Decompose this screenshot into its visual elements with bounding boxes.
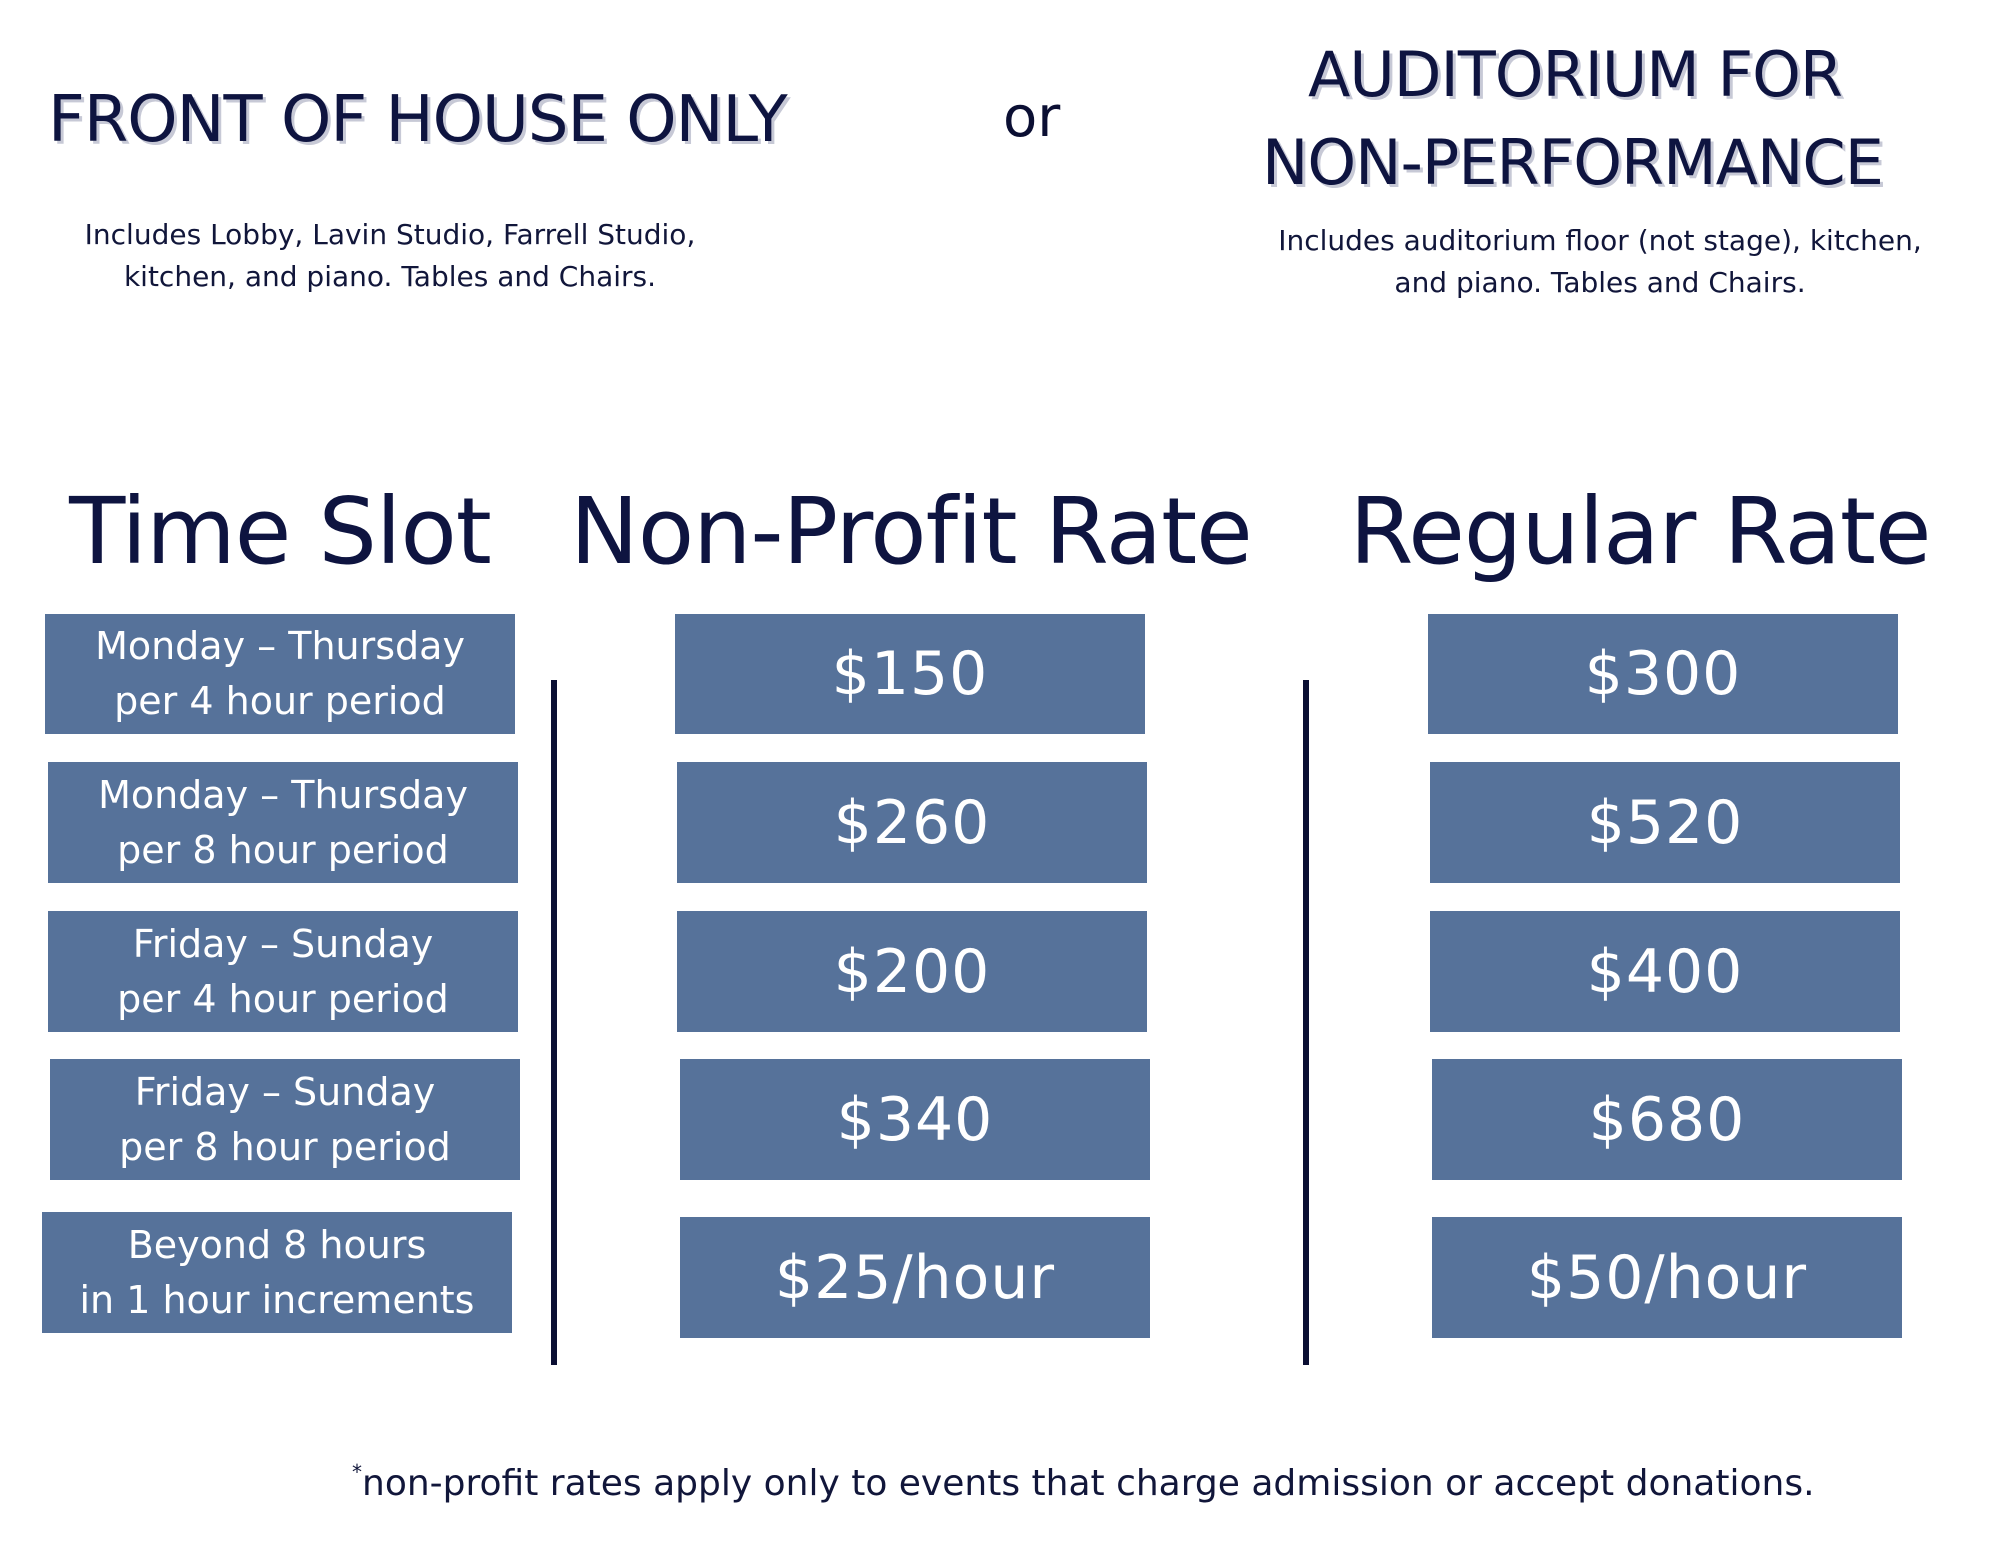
column-title-time-slot: Time Slot [69, 478, 491, 585]
auditorium-title-line-2: NON-PERFORMANCE [1262, 126, 1883, 199]
time-slot-box [42, 1212, 512, 1333]
regular-rate-box: $400 [1430, 911, 1900, 1032]
time-slot-box [48, 911, 518, 1032]
time-slot-box [48, 762, 518, 883]
non-profit-rate-box: $260 [677, 762, 1147, 883]
front-of-house-description-line-2: kitchen, and piano. Tables and Chairs. [123, 260, 657, 293]
auditorium-description [1255, 220, 1945, 304]
footnote-text: non-profit rates apply only to events that charge admission or accept donations. [362, 1463, 1815, 1504]
column-divider-left [551, 680, 557, 1365]
time-slot-period: per 8 hour period [119, 1124, 451, 1169]
time-slot-days: Monday – Thursday [95, 624, 465, 668]
time-slot-period: in 1 hour increments [79, 1277, 475, 1322]
time-slot-days: Beyond 8 hours [127, 1222, 427, 1267]
time-slot-days: Friday – Sunday [132, 921, 434, 966]
regular-rate-box: $520 [1430, 762, 1900, 883]
regular-rate-box: $50/hour [1432, 1217, 1902, 1338]
time-slot-days: Monday – Thursday [98, 772, 468, 817]
non-profit-rate-box: $150 [675, 614, 1145, 734]
auditorium-description-line-1: Includes auditorium floor (not stage), kitchen, [1278, 224, 1922, 257]
non-profit-rate-box: $200 [677, 911, 1147, 1032]
time-slot-period: per 4 hour period [117, 976, 449, 1021]
front-of-house-description [40, 214, 740, 298]
footnote-marker: * [352, 1460, 362, 1484]
footnote [352, 1460, 1815, 1504]
regular-rate-box: $300 [1428, 614, 1898, 734]
time-slot-box [45, 614, 515, 734]
non-profit-rate-box: $25/hour [680, 1217, 1150, 1338]
time-slot-period: per 8 hour period [117, 827, 449, 872]
column-title-regular-rate: Regular Rate [1349, 478, 1931, 585]
regular-rate-box: $680 [1432, 1059, 1902, 1180]
time-slot-box [50, 1059, 520, 1180]
non-profit-rate-box: $340 [680, 1059, 1150, 1180]
auditorium-title-line-1: AUDITORIUM FOR [1308, 38, 1842, 111]
auditorium-description-line-2: and piano. Tables and Chairs. [1394, 266, 1806, 299]
column-divider-right [1303, 680, 1309, 1365]
column-title-non-profit-rate: Non-Profit Rate [570, 478, 1252, 585]
time-slot-days: Friday – Sunday [134, 1069, 436, 1114]
front-of-house-title: FRONT OF HOUSE ONLY [48, 83, 787, 157]
or-separator: or [1003, 85, 1061, 150]
front-of-house-description-line-1: Includes Lobby, Lavin Studio, Farrell Studio, [84, 218, 696, 251]
time-slot-period: per 4 hour period [114, 679, 446, 723]
